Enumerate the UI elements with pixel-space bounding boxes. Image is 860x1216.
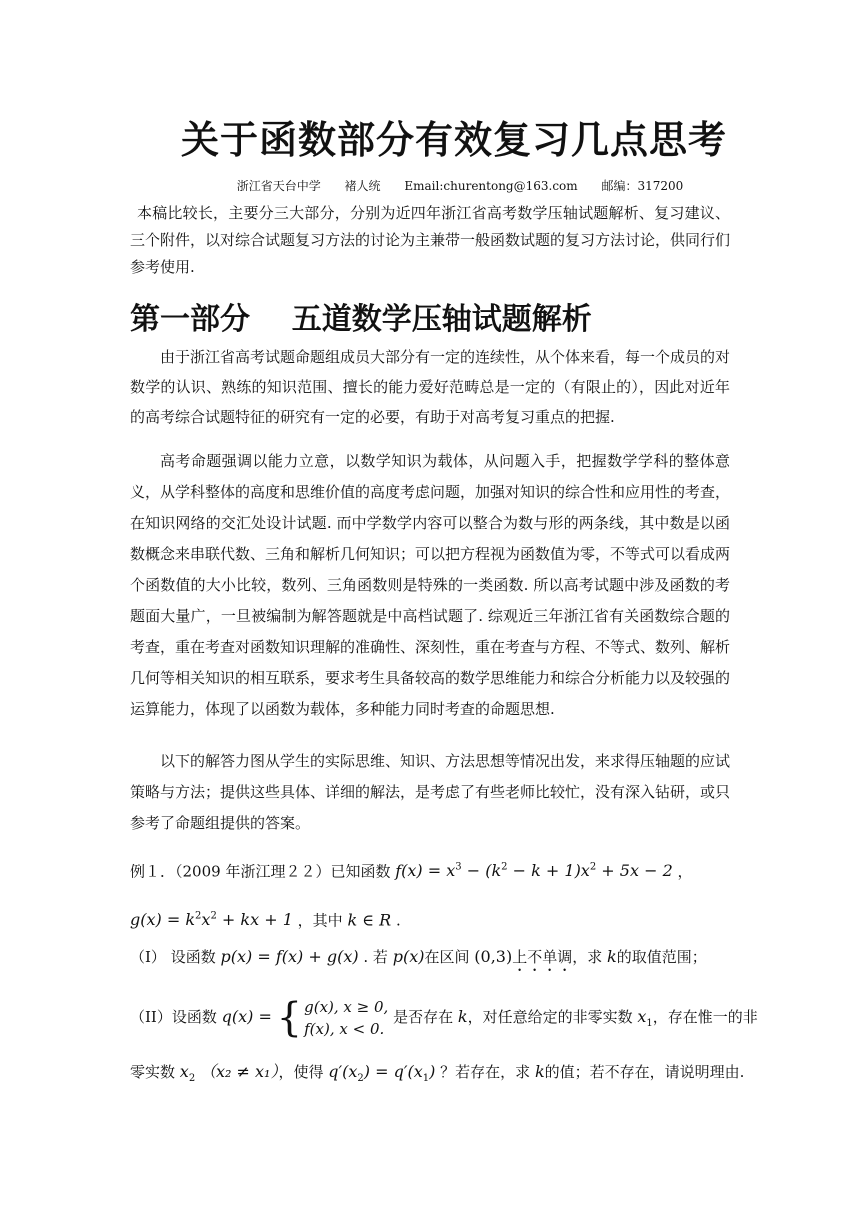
paragraph-1: 由于浙江省高考试题命题组成员大部分有一定的连续性，从个体来看，每一个成员的对数学的认识、熟练的知识范围、擅长的能力爱好范畴总是一定的（有限止的），因此对近年的高考综合试题特征的研究有一定的必要，有助于对高考复习重点的把握. [130, 348, 731, 426]
interval: (0,3) [474, 947, 513, 966]
f-definition: f [395, 861, 402, 881]
g-definition-line: $g(x) = k^2x^2$ + kx + 1 ，其中 k ∈ R . [130, 910, 401, 930]
part-2-label: （II）设函数 [130, 1008, 217, 1026]
piecewise-cases: g(x), x ≥ 0, f(x), x < 0. [304, 998, 389, 1038]
brace-symbol: { [276, 995, 303, 1041]
author-name: 褚人统 [344, 179, 381, 193]
author-postcode: 邮编：317200 [601, 179, 684, 193]
condition: （x₂ ≠ x₁） [199, 1062, 279, 1081]
part-1-label: （I） [130, 948, 166, 966]
example-1-statement: 例１．（2009 年浙江理２２）已知函数 $f(x) = x^3 - (k^2 - k + 1)x^2 + 5x - 2$ ， [130, 861, 693, 881]
author-school: 浙江省天台中学 [236, 179, 321, 193]
part-2: （II）设函数 q(x) = { g(x), x ≥ 0, f(x), x < 0. 是否存在 k，对任意给定的非零实数 $x_1$，存在惟一的非 [130, 995, 758, 1041]
example-1-label: 例１．（2009 年浙江理２２）已知函数 [130, 862, 391, 881]
not-monotonic-text: 上不单调 [512, 948, 573, 966]
author-email: Email:churentong@163.com [404, 179, 578, 193]
paragraph-2: 高考命题强调以能力立意，以数学知识为载体，从问题入手，把握数学学科的整体意义，从学科整体的高度和思维价值的高度考虑问题，加强对知识的综合性和应用性的考查，在知识网络的交汇处设计试题. 而中学数学内容可以整合为数与形的两条线，其中数是以函数概念来串联代数、三角和解析几何知识；可以把方程视为函数值为零，不等式可以看成两个函数值的大小比较，数列、三角函数则是特殊的一类函数. 所以高考试题中涉及函数的考题面大量广，一旦被编制为解答题就是中高档试题了. 综观近三年浙江省有关函数综合题的考查，重在考查对函数知识理解的准确性、深刻性，重在考查与方程、不等式、数列、解析几何等相关知识的相互联系，要求考生具备较高的数学思维能力和综合分析能力以及较强的运算能力，体现了以函数为载体，多种能力同时考查的命题思想. [130, 452, 731, 718]
part-2-continued: 零实数 $x_2$ （x₂ ≠ x₁），使得 $q'(x_2) = q'(x_1)$ ？若存在，求 k的值；若不存在，请说明理由. [130, 1062, 745, 1085]
g-definition: $g(x) = k^2x^2$ + kx + 1 [130, 910, 293, 930]
author-line [0, 177, 860, 195]
part-1: （I） 设函数 p(x) = f(x) + g(x) . 若 p(x)在区间 (0,3)上不单调，求 k的取值范围； [130, 947, 707, 966]
k-in-r: k ∈ R [347, 910, 392, 930]
section-heading: 第一部分 五道数学压轴试题解析 [130, 302, 592, 337]
paragraph-3: 以下的解答力图从学生的实际思维、知识、方法思想等情况出发，来求得压轴题的应试策略与方法；提供这些具体、详细的解法，是考虑了有些老师比较忙，没有深入钻研，或只参考了命题组提供的答案。 [130, 752, 731, 832]
document-title: 关于函数部分有效复习几点思考 [180, 117, 727, 162]
intro-paragraph: 本稿比较长，主要分三大部分，分别为近四年浙江省高考数学压轴试题解析、复习建议、三个附件，以对综合试题复习方法的讨论为主兼带一般函数试题的复习方法讨论，供同行们参考使用. [130, 204, 731, 276]
